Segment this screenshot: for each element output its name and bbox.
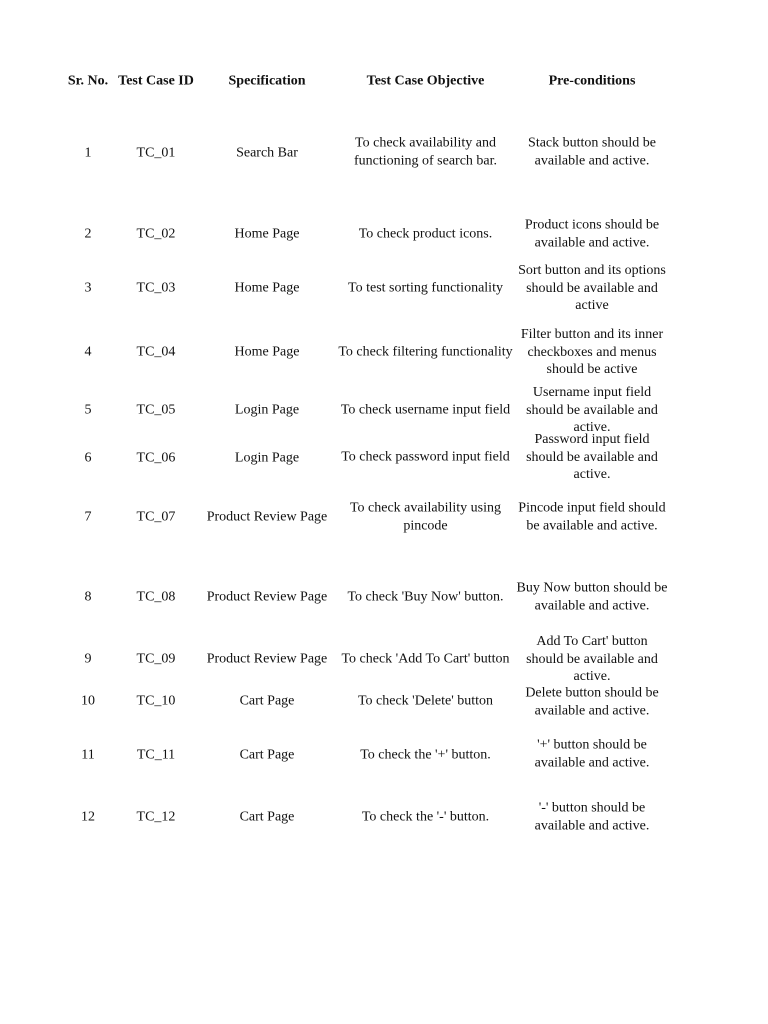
row-12-preconditions: '-' button should be available and active. bbox=[534, 800, 650, 833]
row-2-sr-no: 2 bbox=[84, 226, 92, 242]
row-4-specification: Home Page bbox=[234, 344, 300, 360]
row-8-objective: To check 'Buy Now' button. bbox=[347, 589, 504, 605]
row-3-test-case-id: TC_03 bbox=[136, 280, 176, 296]
header-preconditions: Pre-conditions bbox=[548, 73, 636, 89]
row-5-objective: To check username input field bbox=[340, 402, 511, 418]
row-5-sr-no: 5 bbox=[84, 402, 92, 418]
row-5-preconditions: Username input field should be available and active. bbox=[526, 384, 658, 435]
row-8-specification: Product Review Page bbox=[206, 589, 328, 605]
row-9-specification: Product Review Page bbox=[206, 651, 328, 667]
row-7-specification: Product Review Page bbox=[206, 509, 328, 525]
row-11-preconditions: '+' button should be available and active. bbox=[534, 737, 650, 770]
header-objective: Test Case Objective bbox=[366, 73, 485, 89]
row-8-preconditions: Buy Now button should be available and active. bbox=[516, 580, 668, 613]
row-4-sr-no: 4 bbox=[84, 344, 92, 360]
row-12-test-case-id: TC_12 bbox=[136, 809, 176, 825]
row-12-specification: Cart Page bbox=[239, 809, 295, 825]
row-6-objective: To check password input field bbox=[341, 449, 510, 465]
row-1-objective: To check availability and functioning of search bar. bbox=[353, 135, 498, 168]
row-7-sr-no: 7 bbox=[84, 509, 92, 525]
row-6-preconditions: Password input field should be available and active. bbox=[526, 431, 658, 482]
row-3-objective: To test sorting functionality bbox=[348, 280, 503, 296]
row-10-test-case-id: TC_10 bbox=[136, 693, 176, 709]
row-5-specification: Login Page bbox=[234, 402, 300, 418]
header-sr-no: Sr. No. bbox=[67, 73, 109, 89]
row-1-preconditions: Stack button should be available and active. bbox=[528, 135, 656, 168]
row-11-test-case-id: TC_11 bbox=[136, 747, 176, 763]
row-7-preconditions: Pincode input field should be available and active. bbox=[518, 500, 666, 533]
row-2-preconditions: Product icons should be available and active. bbox=[524, 217, 660, 250]
row-8-test-case-id: TC_08 bbox=[136, 589, 176, 605]
row-1-specification: Search Bar bbox=[236, 145, 298, 161]
row-9-sr-no: 9 bbox=[84, 651, 92, 667]
row-3-specification: Home Page bbox=[234, 280, 300, 296]
row-2-objective: To check product icons. bbox=[358, 226, 493, 242]
row-6-sr-no: 6 bbox=[84, 450, 92, 466]
row-10-preconditions: Delete button should be available and active. bbox=[525, 685, 659, 718]
row-4-objective: To check filtering functionality bbox=[338, 344, 513, 360]
row-7-objective: To check availability using pincode bbox=[349, 500, 502, 533]
row-8-sr-no: 8 bbox=[84, 589, 92, 605]
row-6-specification: Login Page bbox=[234, 450, 300, 466]
row-1-test-case-id: TC_01 bbox=[136, 145, 176, 161]
row-9-objective: To check 'Add To Cart' button bbox=[341, 651, 510, 667]
row-1-sr-no: 1 bbox=[84, 145, 92, 161]
row-4-preconditions: Filter button and its inner checkboxes and menus should be active bbox=[520, 326, 664, 377]
row-11-specification: Cart Page bbox=[239, 747, 295, 763]
row-6-test-case-id: TC_06 bbox=[136, 450, 176, 466]
row-4-test-case-id: TC_04 bbox=[136, 344, 176, 360]
row-10-objective: To check 'Delete' button bbox=[357, 693, 494, 709]
row-10-specification: Cart Page bbox=[239, 693, 295, 709]
row-2-specification: Home Page bbox=[234, 226, 300, 242]
row-12-sr-no: 12 bbox=[81, 809, 95, 825]
header-test-case-id: Test Case ID bbox=[118, 73, 194, 89]
row-9-test-case-id: TC_09 bbox=[136, 651, 176, 667]
row-11-sr-no: 11 bbox=[81, 747, 95, 763]
row-3-preconditions: Sort button and its options should be available and active bbox=[518, 262, 666, 313]
row-12-objective: To check the '-' button. bbox=[361, 809, 490, 825]
row-5-test-case-id: TC_05 bbox=[136, 402, 176, 418]
row-2-test-case-id: TC_02 bbox=[136, 226, 176, 242]
row-11-objective: To check the '+' button. bbox=[360, 747, 491, 763]
row-7-test-case-id: TC_07 bbox=[136, 509, 176, 525]
row-3-sr-no: 3 bbox=[84, 280, 92, 296]
header-specification: Specification bbox=[228, 73, 306, 89]
row-9-preconditions: Add To Cart' button should be available and active. bbox=[526, 633, 658, 684]
row-10-sr-no: 10 bbox=[81, 693, 95, 709]
